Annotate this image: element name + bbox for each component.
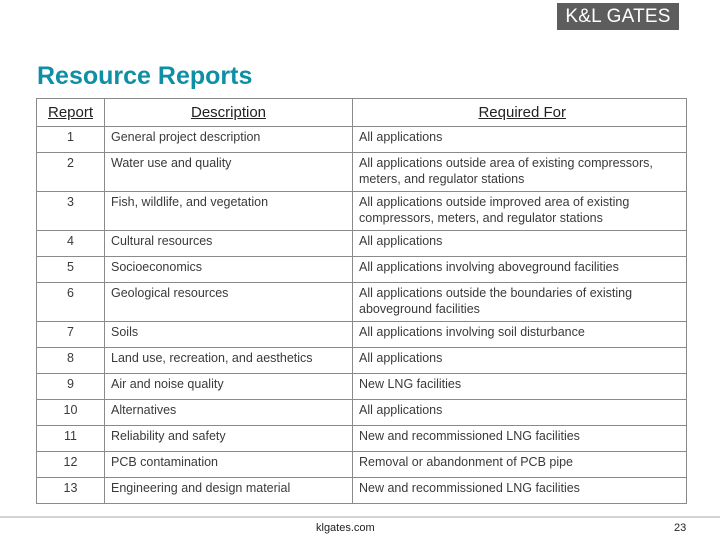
report-required-for: [353, 153, 687, 192]
report-description: Reliability and safety: [105, 426, 353, 452]
report-number: 6: [37, 283, 105, 322]
report-description: Socioeconomics: [105, 257, 353, 283]
report-number: 8: [37, 348, 105, 374]
report-required-for: [353, 231, 687, 257]
klgates-logo: K&L GATES: [557, 3, 679, 30]
report-description: General project description: [105, 127, 353, 153]
report-number: 4: [37, 231, 105, 257]
report-description: Geological resources: [105, 283, 353, 322]
required-for-line: compressors, meters, and regulator stations: [359, 210, 603, 225]
required-for-line: All applications: [359, 351, 443, 365]
table-row: [37, 231, 687, 257]
report-number: 7: [37, 322, 105, 348]
report-number: 9: [37, 374, 105, 400]
required-for-line: All applications outside the boundaries of existing: [359, 286, 633, 300]
report-required-for: [353, 452, 687, 478]
report-number: 1: [37, 127, 105, 153]
report-description: Alternatives: [105, 400, 353, 426]
report-required-for: [353, 127, 687, 153]
required-for-line: New and recommissioned LNG facilities: [359, 429, 580, 443]
footer-divider: [0, 516, 720, 518]
header-required-for: Required For: [353, 99, 687, 127]
footer-url: klgates.com: [316, 522, 375, 534]
report-description: Soils: [105, 322, 353, 348]
report-number: 12: [37, 452, 105, 478]
report-description: Engineering and design material: [105, 478, 353, 504]
report-required-for: [353, 192, 687, 231]
required-for-line: All applications involving aboveground facilities: [359, 260, 619, 274]
report-required-for: [353, 348, 687, 374]
table-row: [37, 127, 687, 153]
report-number: 2: [37, 153, 105, 192]
page-number: 23: [674, 522, 687, 534]
required-for-line: All applications outside area of existing compressors,: [359, 156, 653, 170]
required-for-line: aboveground facilities: [359, 301, 480, 316]
report-required-for: [353, 257, 687, 283]
table-row: [37, 257, 687, 283]
report-number: 13: [37, 478, 105, 504]
table-row: [37, 283, 687, 322]
report-number: 5: [37, 257, 105, 283]
table-row: [37, 478, 687, 504]
report-required-for: [353, 322, 687, 348]
report-description: PCB contamination: [105, 452, 353, 478]
required-for-line: New LNG facilities: [359, 377, 462, 391]
required-for-line: New and recommissioned LNG facilities: [359, 481, 580, 495]
resource-reports-table: [36, 98, 687, 504]
header-description: Description: [105, 99, 353, 127]
header-report: Report: [37, 99, 105, 127]
report-description: Land use, recreation, and aesthetics: [105, 348, 353, 374]
report-required-for: [353, 426, 687, 452]
table-row: [37, 153, 687, 192]
table-header-row: [37, 99, 687, 127]
table-row: [37, 348, 687, 374]
required-for-line: Removal or abandonment of PCB pipe: [359, 455, 574, 469]
required-for-line: meters, and regulator stations: [359, 171, 525, 186]
required-for-line: All applications: [359, 130, 443, 144]
table-row: [37, 452, 687, 478]
report-number: 10: [37, 400, 105, 426]
required-for-line: All applications: [359, 234, 443, 248]
required-for-line: All applications involving soil disturbance: [359, 325, 585, 339]
report-number: 11: [37, 426, 105, 452]
report-required-for: [353, 478, 687, 504]
table-row: [37, 322, 687, 348]
required-for-line: All applications outside improved area of existing: [359, 195, 630, 209]
required-for-line: All applications: [359, 403, 443, 417]
report-required-for: [353, 374, 687, 400]
table-row: [37, 374, 687, 400]
table-row: [37, 192, 687, 231]
report-number: 3: [37, 192, 105, 231]
report-description: Air and noise quality: [105, 374, 353, 400]
report-required-for: [353, 283, 687, 322]
report-description: Fish, wildlife, and vegetation: [105, 192, 353, 231]
table-row: [37, 400, 687, 426]
table-body: [37, 127, 687, 504]
report-description: Cultural resources: [105, 231, 353, 257]
page-title: Resource Reports: [37, 62, 253, 90]
table-row: [37, 426, 687, 452]
report-description: Water use and quality: [105, 153, 353, 192]
report-required-for: [353, 400, 687, 426]
